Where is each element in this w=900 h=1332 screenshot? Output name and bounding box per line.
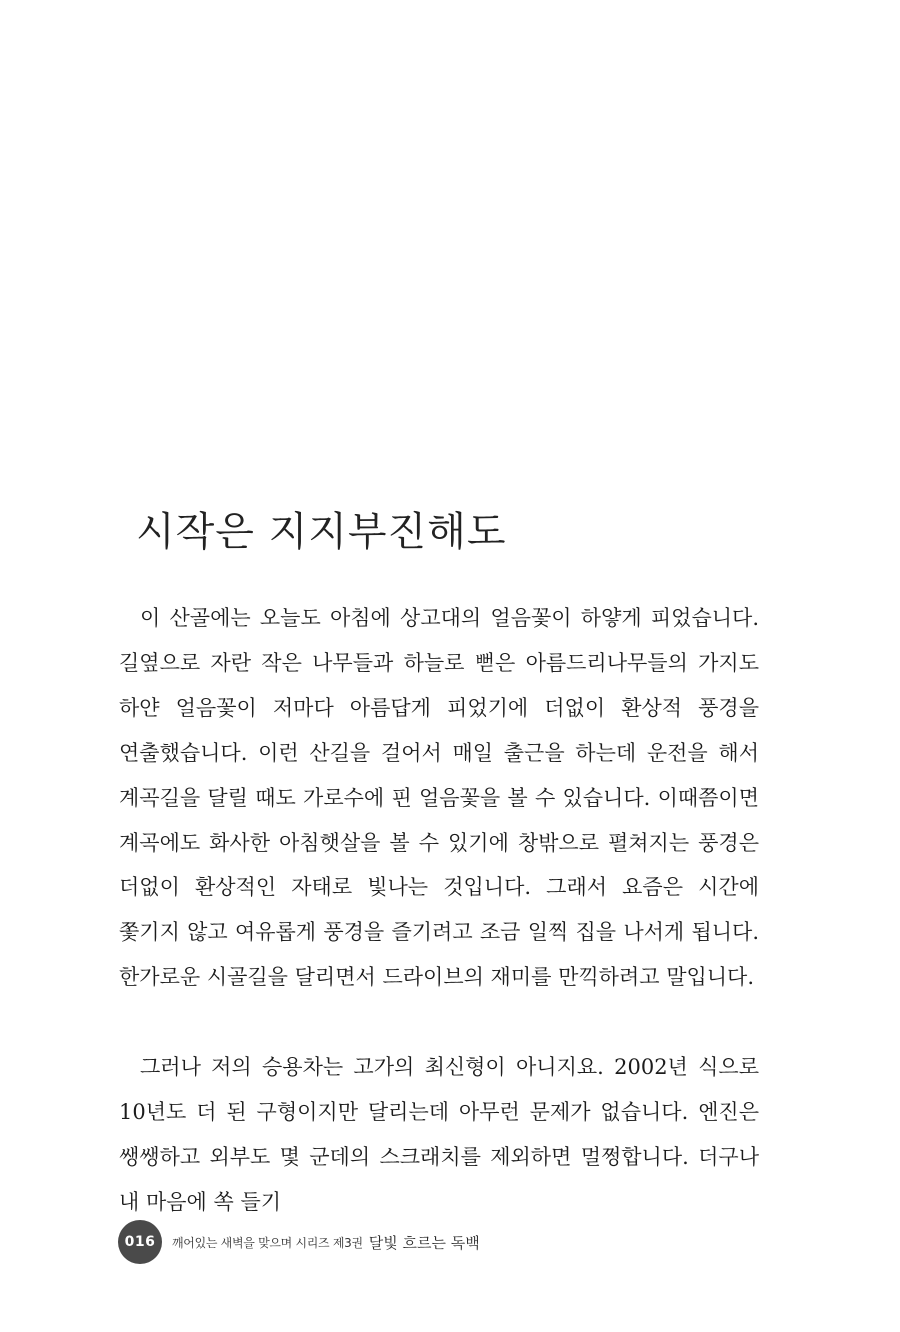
page-number-badge: 016 xyxy=(118,1220,162,1264)
series-label: 깨어있는 새벽을 맞으며 시리즈 제3권 xyxy=(172,1235,363,1250)
chapter-title: 시작은 지지부진해도 xyxy=(136,509,507,555)
body-text xyxy=(119,596,759,1225)
page-footer xyxy=(118,1220,480,1264)
book-title: 달빛 흐르는 독백 xyxy=(368,1233,480,1252)
paragraph-2: 그러나 저의 승용차는 고가의 최신형이 아니지요. 2002년 식으로 10년도 더 된 구형이지만 달리는데 아무런 문제가 없습니다. 엔진은 쌩쌩하고 외부도 몇 군데의 스크래치를 제외하면 멀쩡합니다. 더구나 내 마음에 쏙 들기 xyxy=(119,1055,759,1214)
paragraph-1: 이 산골에는 오늘도 아침에 상고대의 얼음꽃이 하얗게 피었습니다. 길옆으로 자란 작은 나무들과 하늘로 뻗은 아름드리나무들의 가지도 하얀 얼음꽃이 저마다 아름답게 피었기에 더없이 환상적 풍경을 연출했습니다. 이런 산길을 걸어서 매일 출근을 하는데 운전을 해서 계곡길을 달릴 때도 가로수에 핀 얼음꽃을 볼 수 있습니다. 이때쯤이면 계곡에도 화사한 아침햇살을 볼 수 있기에 창밖으로 펼쳐지는 풍경은 더없이 환상적인 자태로 빛나는 것입니다. 그래서 요즘은 시간에 쫓기지 않고 여유롭게 풍경을 즐기려고 조금 일찍 집을 나서게 됩니다. 한가로운 시골길을 달리면서 드라이브의 재미를 만끽하려고 말입니다. xyxy=(119,606,759,990)
